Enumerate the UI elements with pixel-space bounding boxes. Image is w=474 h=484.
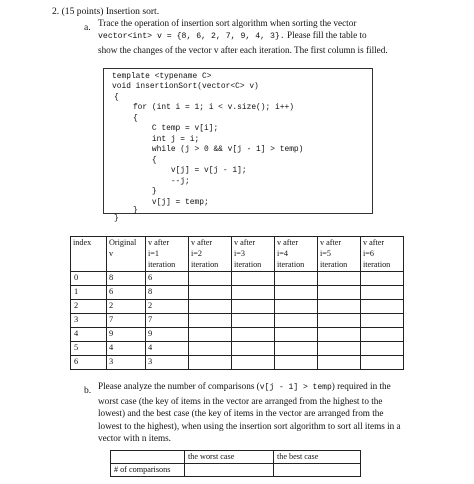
- part-a-label: a.: [84, 22, 91, 33]
- code-line: {: [114, 156, 157, 165]
- iteration-cell[interactable]: [318, 328, 361, 342]
- header-iteration-1: v after i=1 iteration: [146, 237, 189, 272]
- iteration-cell[interactable]: [232, 342, 275, 356]
- code-line: template <typename C>: [112, 72, 212, 81]
- code-line: void insertionSort(vector<C> v): [112, 82, 259, 91]
- iteration-cell[interactable]: [275, 314, 318, 328]
- iteration-cell: 2: [146, 300, 189, 314]
- iteration-cell[interactable]: [361, 342, 404, 356]
- iteration-cell[interactable]: [318, 314, 361, 328]
- iteration-cell[interactable]: [275, 342, 318, 356]
- original-cell: 6: [107, 286, 146, 300]
- iteration-cell[interactable]: [232, 314, 275, 328]
- iteration-cell[interactable]: [361, 356, 404, 370]
- code-line: {: [114, 93, 119, 102]
- worst-case-answer-cell[interactable]: [185, 464, 274, 477]
- iteration-cell[interactable]: [361, 328, 404, 342]
- iteration-cell[interactable]: [189, 328, 232, 342]
- part-a-instructions: [98, 17, 448, 56]
- index-cell: 3: [71, 314, 107, 328]
- best-case-answer-cell[interactable]: [274, 464, 361, 477]
- iteration-cell[interactable]: [275, 328, 318, 342]
- part-b-instructions: [98, 380, 450, 445]
- part-b-line-1: Please analyze the number of comparisons (v[j - 1] > temp) required in the: [98, 381, 391, 392]
- header-iteration-6: v after i=6 iteration: [361, 237, 404, 272]
- comparisons-row-label: # of comparisons: [111, 464, 185, 477]
- header-iteration-3: v after i=3 iteration: [232, 237, 275, 272]
- iteration-cell[interactable]: [318, 272, 361, 286]
- iteration-cell[interactable]: [232, 286, 275, 300]
- table-row: [71, 272, 404, 286]
- table-row: [71, 300, 404, 314]
- index-cell: 1: [71, 286, 107, 300]
- header-iteration-4: v after i=4 iteration: [275, 237, 318, 272]
- iteration-cell[interactable]: [189, 272, 232, 286]
- iteration-cell[interactable]: [232, 356, 275, 370]
- iteration-cell[interactable]: [318, 300, 361, 314]
- code-line: }: [114, 187, 157, 196]
- iteration-cell[interactable]: [361, 272, 404, 286]
- index-cell: 4: [71, 328, 107, 342]
- code-line: while (j > 0 && v[j - 1] > temp): [114, 145, 304, 154]
- worst-case-header: the worst case: [185, 451, 274, 464]
- part-b-line-4: lowest to the highest), when using the insertion sort algorithm to sort all items in a: [98, 420, 401, 431]
- iteration-cell[interactable]: [232, 272, 275, 286]
- iteration-cell[interactable]: [318, 356, 361, 370]
- part-a-line-2-text: Please fill the table to: [284, 30, 367, 41]
- comparison-answer-row: [111, 464, 361, 477]
- iteration-cell[interactable]: [275, 272, 318, 286]
- comparison-table: [110, 450, 361, 477]
- comparison-corner-cell: [111, 451, 185, 464]
- part-b-line-5: vector with n items.: [98, 433, 171, 444]
- iteration-cell[interactable]: [232, 300, 275, 314]
- iteration-cell: 3: [146, 356, 189, 370]
- part-a-line-2: [98, 29, 448, 43]
- iteration-cell[interactable]: [361, 314, 404, 328]
- original-cell: 8: [107, 272, 146, 286]
- header-iteration-5: v after i=5 iteration: [318, 237, 361, 272]
- trace-table: [70, 236, 404, 370]
- code-listing: [103, 68, 373, 223]
- iteration-cell[interactable]: [361, 286, 404, 300]
- code-line: {: [114, 114, 138, 123]
- iteration-cell: 4: [146, 342, 189, 356]
- iteration-cell[interactable]: [232, 328, 275, 342]
- iteration-cell[interactable]: [275, 356, 318, 370]
- code-line: }: [114, 214, 119, 223]
- part-b-label: b.: [84, 385, 92, 396]
- original-cell: 9: [107, 328, 146, 342]
- code-line: --j;: [114, 177, 190, 186]
- header-index: index: [71, 237, 107, 272]
- table-row: [71, 286, 404, 300]
- comparison-header-row: [111, 451, 361, 464]
- code-line: v[j] = temp;: [114, 198, 209, 207]
- iteration-cell[interactable]: [361, 300, 404, 314]
- code-line: }: [114, 206, 138, 215]
- index-cell: 0: [71, 272, 107, 286]
- code-line: for (int i = 1; i < v.size(); i++): [114, 103, 294, 112]
- part-b-line-2: worst case (the key of items in the vector are arranged from the highest to the: [98, 395, 383, 406]
- table-row: [71, 328, 404, 342]
- iteration-cell[interactable]: [189, 286, 232, 300]
- trace-table-header-row: [71, 237, 404, 272]
- original-cell: 4: [107, 342, 146, 356]
- iteration-cell[interactable]: [189, 314, 232, 328]
- iteration-cell: 6: [146, 272, 189, 286]
- iteration-cell: 9: [146, 328, 189, 342]
- index-cell: 2: [71, 300, 107, 314]
- table-row: [71, 314, 404, 328]
- vector-declaration-code: vector<int> v = {8, 6, 2, 7, 9, 4, 3}.: [98, 32, 285, 42]
- iteration-cell: 7: [146, 314, 189, 328]
- header-iteration-2: v after i=2 iteration: [189, 237, 232, 272]
- part-a-line-3: show the changes of the vector v after each iteration. The first column is filled.: [98, 44, 388, 55]
- part-a-line-1: Trace the operation of insertion sort algorithm when sorting the vector: [98, 18, 357, 28]
- index-cell: 6: [71, 356, 107, 370]
- comparison-code: v[j - 1] > temp: [259, 383, 332, 392]
- original-cell: 2: [107, 300, 146, 314]
- code-line: v[j] = v[j - 1];: [114, 166, 247, 175]
- best-case-header: the best case: [274, 451, 361, 464]
- index-cell: 5: [71, 342, 107, 356]
- question-heading: 2. (15 points) Insertion sort.: [52, 6, 160, 17]
- iteration-cell[interactable]: [275, 286, 318, 300]
- iteration-cell[interactable]: [318, 342, 361, 356]
- iteration-cell[interactable]: [275, 300, 318, 314]
- original-cell: 7: [107, 314, 146, 328]
- part-b-line-3: lowest) and the best case (the key of items in the vector are arranged from the: [98, 408, 384, 419]
- header-original: Original v: [107, 237, 146, 272]
- iteration-cell[interactable]: [318, 286, 361, 300]
- code-line: int j = i;: [114, 135, 200, 144]
- iteration-cell[interactable]: [189, 356, 232, 370]
- original-cell: 3: [107, 356, 146, 370]
- code-line: C temp = v[i];: [114, 124, 219, 133]
- iteration-cell[interactable]: [189, 300, 232, 314]
- iteration-cell[interactable]: [189, 342, 232, 356]
- table-row: [71, 342, 404, 356]
- iteration-cell: 8: [146, 286, 189, 300]
- table-row: [71, 356, 404, 370]
